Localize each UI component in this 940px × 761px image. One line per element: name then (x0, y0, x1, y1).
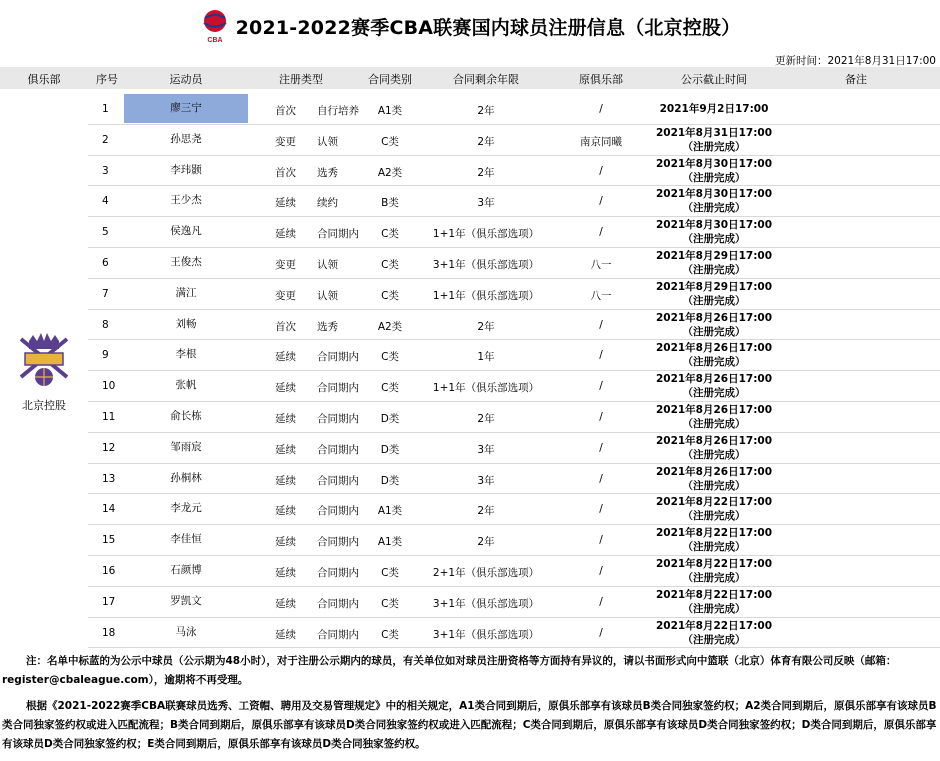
table-row: 12 邹雨宸 延续 合同期内 D类 3年 / 2021年8月26日17:00 （注册完成） (88, 433, 940, 464)
col-club: 俱乐部 (27, 73, 61, 86)
table-row: 6 王俊杰 变更 认领 C类 3+1年（俱乐部选项） 八一 2021年8月29日17:00 （注册完成） (88, 248, 940, 279)
row-reg-subtype: 合同期内 (317, 536, 359, 549)
row-reg-subtype: 续约 (317, 197, 338, 210)
row-reg-subtype: 认领 (317, 258, 338, 271)
row-no: 15 (102, 534, 116, 547)
row-status: （注册完成） (682, 571, 746, 584)
row-player: 李龙元 (170, 502, 202, 515)
col-reg-type: 注册类型 (279, 73, 323, 86)
row-no: 4 (102, 195, 109, 208)
svg-text:CBA: CBA (207, 37, 223, 44)
row-reg-subtype: 合同期内 (317, 597, 359, 610)
col-remark: 备注 (845, 73, 867, 86)
table-row: 14 李龙元 延续 合同期内 A1类 2年 / 2021年8月22日17:00 （注册完成） (88, 494, 940, 525)
table-row: 8 刘畅 首次 选秀 A2类 2年 / 2021年8月26日17:00 （注册完成） (88, 310, 940, 341)
row-player: 王俊杰 (170, 255, 202, 268)
table-row: 9 李根 延续 合同期内 C类 1年 / 2021年8月26日17:00 （注册完成） (88, 340, 940, 371)
player-table (88, 94, 940, 648)
row-reg-type: 延续 (275, 536, 296, 549)
row-reg-subtype: 合同期内 (317, 382, 359, 395)
table-row: 4 王少杰 延续 续约 B类 3年 / 2021年8月30日17:00 （注册完成） (88, 186, 940, 217)
table-row: 16 石颜博 延续 合同期内 C类 2+1年（俱乐部选项） / 2021年8月22日17:00 （注册完成） (88, 556, 940, 587)
row-reg-type: 首次 (275, 166, 296, 179)
row-reg-type: 延续 (275, 597, 296, 610)
row-reg-type: 延续 (275, 412, 296, 425)
row-reg-subtype: 合同期内 (317, 566, 359, 579)
row-status: （注册完成） (682, 602, 746, 615)
row-reg-type: 首次 (275, 320, 296, 333)
table-row: 5 侯逸凡 延续 合同期内 C类 1+1年（俱乐部选项） / 2021年8月30日17:00 （注册完成） (88, 217, 940, 248)
row-reg-type: 变更 (275, 258, 296, 271)
row-status: （注册完成） (682, 356, 746, 369)
row-status: （注册完成） (682, 325, 746, 338)
col-remaining: 合同剩余年限 (453, 73, 519, 86)
title-row (0, 6, 940, 46)
table-row: 1 廖三宁 首次 自行培养 A1类 2年 / 2021年9月2日17:00 (88, 94, 940, 125)
row-no: 10 (102, 380, 116, 393)
row-player: 石颜博 (170, 563, 202, 576)
table-row: 7 满江 变更 认领 C类 1+1年（俱乐部选项） 八一 2021年8月29日17:00 （注册完成） (88, 279, 940, 310)
note-publicity: 注：名单中标蓝的为公示中球员（公示期为48小时），对于注册公示期内的球员，有关单位如对球员注册资格等方面持有异议的，请以书面形式向中篮联（北京）体育有限公司反映（邮箱：register@cbaleague.com），逾期将不再受理。 (2, 655, 897, 686)
row-player: 张帆 (175, 379, 197, 392)
row-reg-type: 延续 (275, 474, 296, 487)
row-reg-subtype: 合同期内 (317, 412, 359, 425)
row-no: 5 (102, 226, 109, 239)
row-status: （注册完成） (682, 171, 746, 184)
row-reg-subtype: 合同期内 (317, 351, 359, 364)
row-player: 俞长栋 (170, 409, 202, 422)
table-row: 3 李玮颢 首次 选秀 A2类 2年 / 2021年8月30日17:00 （注册完成） (88, 156, 940, 187)
row-no: 9 (102, 349, 109, 362)
row-reg-subtype: 合同期内 (317, 628, 359, 641)
row-reg-subtype: 认领 (317, 289, 338, 302)
row-no: 14 (102, 503, 116, 516)
col-deadline: 公示截止时间 (681, 73, 747, 86)
row-status: （注册完成） (682, 541, 746, 554)
row-reg-subtype: 选秀 (317, 320, 338, 333)
row-reg-type: 延续 (275, 505, 296, 518)
row-player: 廖三宁 (124, 94, 248, 123)
row-reg-subtype: 认领 (317, 135, 338, 148)
row-reg-subtype: 合同期内 (317, 443, 359, 456)
col-no: 序号 (96, 73, 118, 86)
col-player: 运动员 (169, 73, 203, 86)
row-player: 李玮颢 (170, 163, 202, 176)
table-row: 10 张帆 延续 合同期内 C类 1+1年（俱乐部选项） / 2021年8月26日17:00 （注册完成） (88, 371, 940, 402)
row-reg-type: 延续 (275, 351, 296, 364)
row-reg-subtype: 自行培养 (317, 105, 359, 117)
row-no: 13 (102, 472, 116, 485)
row-reg-type: 变更 (275, 135, 296, 148)
row-no: 12 (102, 441, 116, 454)
row-reg-subtype: 选秀 (317, 166, 338, 179)
row-player: 孙思尧 (170, 132, 202, 145)
row-player: 李根 (175, 348, 197, 361)
page-title: 2021-2022赛季CBA联赛国内球员注册信息（北京控股） (235, 16, 741, 39)
table-row: 13 孙桐林 延续 合同期内 D类 3年 / 2021年8月26日17:00 （注册完成） (88, 464, 940, 495)
row-no: 18 (102, 626, 116, 639)
row-status: （注册完成） (682, 633, 746, 646)
table-row: 11 俞长栋 延续 合同期内 D类 2年 / 2021年8月26日17:00 （注册完成） (88, 402, 940, 433)
row-player: 罗凯文 (170, 594, 202, 607)
row-player: 刘畅 (175, 317, 197, 330)
row-reg-type: 延续 (275, 197, 296, 210)
table-row: 15 李佳恒 延续 合同期内 A1类 2年 / 2021年8月22日17:00 （注册完成） (88, 525, 940, 556)
row-status: （注册完成） (682, 479, 746, 492)
row-player: 李佳恒 (170, 533, 202, 546)
row-player: 王少杰 (170, 194, 202, 207)
update-time: 更新时间：2021年8月31日17:00 (774, 55, 936, 67)
club-cell (0, 94, 88, 646)
row-reg-type: 变更 (275, 289, 296, 302)
col-contract-type: 合同类别 (368, 73, 412, 86)
row-no: 8 (102, 318, 109, 331)
row-status: （注册完成） (682, 202, 746, 215)
row-reg-subtype: 合同期内 (317, 505, 359, 518)
row-status: （注册完成） (682, 448, 746, 461)
club-logo-icon (11, 327, 77, 393)
row-status: （注册完成） (682, 233, 746, 246)
row-no: 11 (102, 410, 116, 423)
row-status: （注册完成） (682, 140, 746, 153)
row-no: 3 (102, 164, 109, 177)
row-reg-type: 延续 (275, 382, 296, 395)
row-reg-type: 延续 (275, 628, 296, 641)
row-no: 1 (102, 103, 109, 115)
notes (0, 652, 940, 761)
row-reg-type: 首次 (275, 105, 296, 117)
club-name: 北京控股 (22, 399, 66, 412)
row-status: （注册完成） (682, 294, 746, 307)
table-header (0, 67, 940, 89)
table-row: 18 马泳 延续 合同期内 C类 3+1年（俱乐部选项） / 2021年8月22日17:00 （注册完成） (88, 618, 940, 649)
row-player: 邹雨宸 (170, 440, 202, 453)
row-no: 16 (102, 564, 116, 577)
row-no: 2 (102, 133, 109, 146)
row-no: 17 (102, 595, 116, 608)
row-player: 马泳 (175, 625, 197, 638)
row-reg-type: 延续 (275, 228, 296, 241)
note-rules: 根据《2021-2022赛季CBA联赛球员选秀、工资帽、聘用及交易管理规定》中的相关规定，A1类合同到期后，原俱乐部享有该球员B类合同独家签约权；A2类合同到期后，原俱乐部享有该球员B类合同独家签约权或进入匹配流程；B类合同到期后，原俱乐部享有该球员D类合同独家签约权或进入匹配流程；C类合同到期后，原俱乐部享有该球员D类合同独家签约权；D类合同到期后，原俱乐部享有该球员D类合同独家签约权；E类合同到期后，原俱乐部享有该球员D类合同独家签约权。 (2, 700, 937, 750)
row-status: （注册完成） (682, 417, 746, 430)
row-status: （注册完成） (682, 510, 746, 523)
table-row: 2 孙思尧 变更 认领 C类 2年 南京同曦 2021年8月31日17:00 （注册完成） (88, 125, 940, 156)
col-orig-club: 原俱乐部 (579, 73, 623, 86)
row-reg-subtype: 合同期内 (317, 474, 359, 487)
row-status: （注册完成） (682, 387, 746, 400)
cba-logo-icon (200, 8, 230, 44)
row-player: 侯逸凡 (170, 225, 202, 238)
row-no: 7 (102, 287, 109, 300)
row-reg-subtype: 合同期内 (317, 228, 359, 241)
table-row: 17 罗凯文 延续 合同期内 C类 3+1年（俱乐部选项） / 2021年8月22日17:00 （注册完成） (88, 587, 940, 618)
row-player: 满江 (175, 286, 197, 299)
row-reg-type: 延续 (275, 566, 296, 579)
row-no: 6 (102, 256, 109, 269)
row-player: 孙桐林 (170, 471, 202, 484)
row-status: （注册完成） (682, 263, 746, 276)
row-reg-type: 延续 (275, 443, 296, 456)
